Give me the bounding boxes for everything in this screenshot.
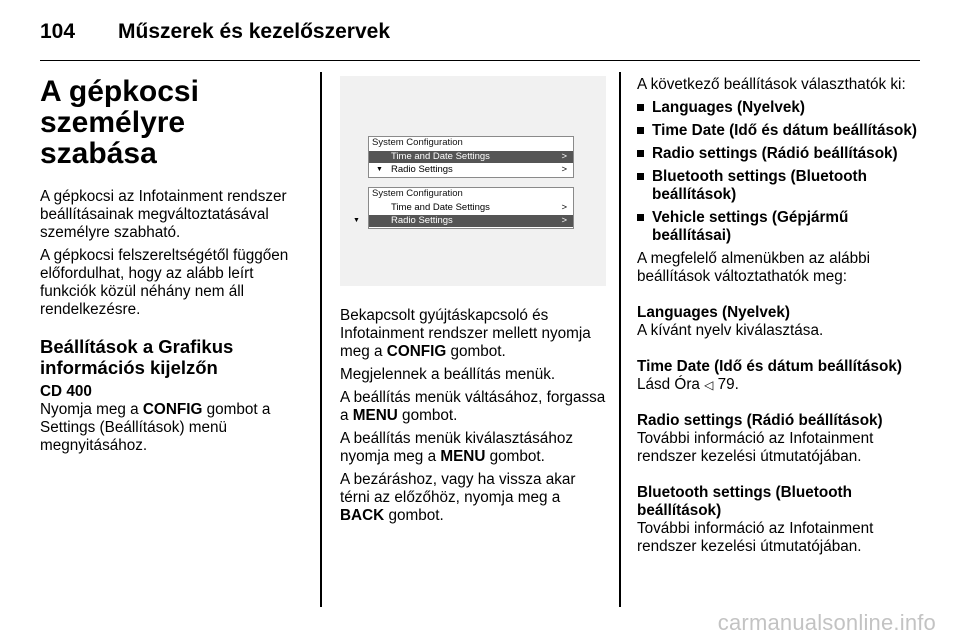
section-title: A gépkocsi személyre szabása <box>40 75 199 170</box>
intro-paragraph: A gépkocsi az Infotainment rendszer beállításainak megváltoztatásával személyre szabható. <box>40 188 287 241</box>
languages-text: A kívánt nyelv kiválasztása. <box>637 322 824 339</box>
time-date-heading: Time Date (Idő és dátum beállítások) <box>637 358 902 375</box>
languages-heading: Languages (Nyelvek) <box>637 304 791 321</box>
menus-appear-paragraph: Megjelennek a beállítás menük. <box>340 366 556 383</box>
menu-key: MENU <box>440 448 486 465</box>
display-screen-2 <box>353 187 574 229</box>
bluetooth-text: További információ az Infotainment rendszer kezelési útmutatójában. <box>637 520 874 555</box>
subsection-title: Beállítások a Grafikus információs kijelzőn <box>40 336 234 378</box>
page-header <box>40 12 920 61</box>
down-arrow-icon: ▼ <box>353 217 360 224</box>
page-reference-icon: ◁ <box>704 378 714 392</box>
screen-title: System Configuration <box>372 188 463 199</box>
list-item: Time Date (Idő és dátum beállítások) <box>637 122 917 140</box>
column-divider-right <box>619 72 621 607</box>
radio-heading: Radio settings (Rádió beállítások) <box>637 412 883 429</box>
list-item: Vehicle settings (Gépjármű beállításai) <box>637 209 917 245</box>
select-menu-paragraph: A beállítás menük kiválasztásához nyomja meg a MENU gombot. <box>340 430 573 465</box>
ignition-paragraph: Bekapcsolt gyújtáskapcsoló és Infotainment rendszer mellett nyomja meg a CONFIG gombot. <box>340 307 591 360</box>
chapter-title: Műszerek és kezelőszervek <box>118 20 391 43</box>
config-key: CONFIG <box>142 401 203 418</box>
options-intro: A következő beállítások választhatók ki: <box>637 76 906 93</box>
time-date-text: Lásd Óra ◁ 79. <box>637 376 739 393</box>
bullet-icon <box>637 127 644 134</box>
bullet-icon <box>637 214 644 221</box>
list-item: Radio settings (Rádió beállítások) <box>637 145 917 163</box>
menu-row-radio: ▼ Radio Settings > <box>376 164 567 175</box>
bullet-icon <box>637 104 644 111</box>
config-key: CONFIG <box>386 343 447 360</box>
back-paragraph: A bezáráshoz, vagy ha vissza akar térni az előzőhöz, nyomja meg a BACK gombot. <box>340 471 576 524</box>
bluetooth-heading: Bluetooth settings (Bluetooth beállítások) <box>637 484 852 519</box>
radio-text: További információ az Infotainment rendszer kezelési útmutatójában. <box>637 430 874 465</box>
back-key: BACK <box>340 507 385 524</box>
availability-paragraph: A gépkocsi felszereltségétől függően előfordulhat, hogy az alább leírt funkciók közül néhány nem áll rendelkezésre. <box>40 247 289 318</box>
menu-row-time-date: Time and Date Settings > <box>369 151 573 163</box>
page-number: 104 <box>40 20 76 43</box>
screen-title: System Configuration <box>372 137 463 148</box>
menu-row-radio: ▼ Radio Settings > <box>369 215 573 227</box>
menu-key: MENU <box>352 407 398 424</box>
column-middle <box>340 76 608 530</box>
menu-row-time-date: Time and Date Settings > <box>391 202 567 213</box>
column-right <box>637 76 917 561</box>
config-instruction: Nyomja meg a CONFIG gombot a Settings (Beállítások) menü megnyitásához. <box>40 401 271 454</box>
down-arrow-icon: ▼ <box>376 166 383 173</box>
column-divider-left <box>320 72 322 607</box>
bullet-icon <box>637 173 644 180</box>
bullet-icon <box>637 150 644 157</box>
switch-menu-paragraph: A beállítás menük váltásához, forgassa a MENU gombot. <box>340 389 606 424</box>
watermark: carmanualsonline.info <box>717 610 936 635</box>
model-heading: CD 400 <box>40 383 92 400</box>
settings-screen-figure <box>340 76 606 286</box>
display-screen-1 <box>368 136 574 178</box>
list-item: Bluetooth settings (Bluetooth beállítások) <box>637 168 917 204</box>
column-left <box>40 76 308 460</box>
list-item: Languages (Nyelvek) <box>637 99 917 117</box>
settings-list <box>637 99 917 245</box>
submenu-paragraph: A megfelelő almenükben az alábbi beállítások változtathatók meg: <box>637 250 871 285</box>
